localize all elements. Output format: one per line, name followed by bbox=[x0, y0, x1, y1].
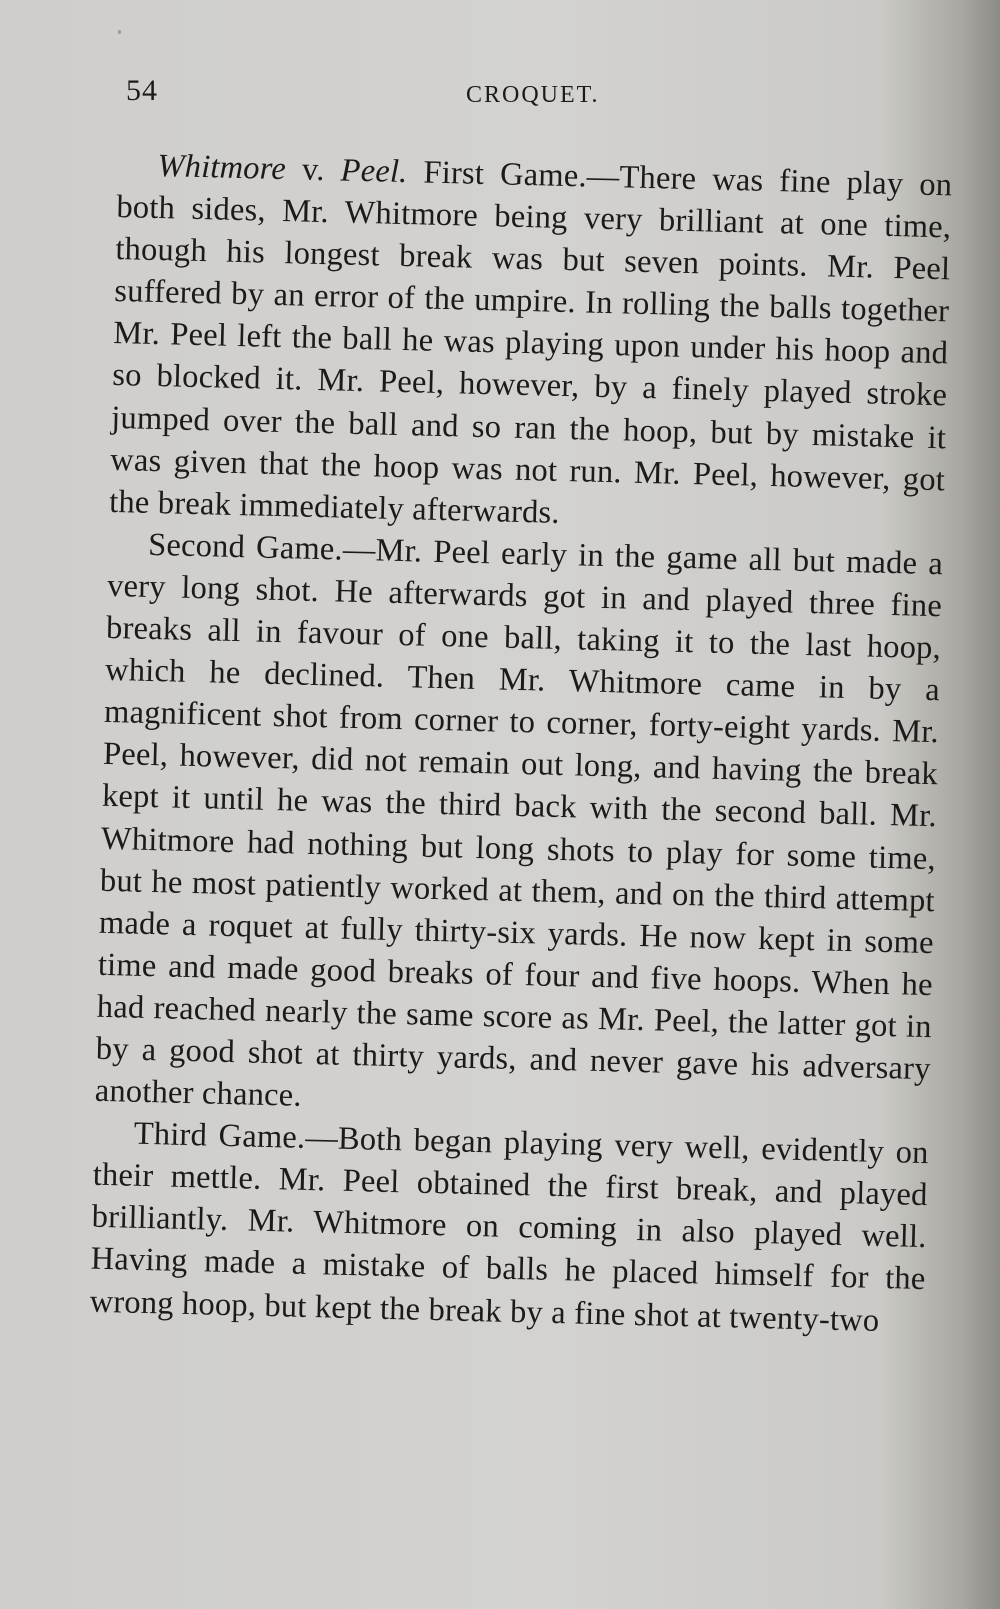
page-number: 54 bbox=[126, 74, 158, 107]
running-title: CROQUET. bbox=[466, 82, 600, 108]
paper-speck bbox=[118, 30, 121, 34]
paragraph-second-game: Second Game.—Mr. Peel early in the game all but made a very long shot. He afterwards got in and played three fine breaks all in favour of one ball, taking it to the last hoop, which he declined. Then Mr. Whitmore came in by a magnificent shot from corner to corner, forty-eight yards. Mr. Peel, however, did not remain out long, and having the break kept it until he was the third back with the second ball. Mr. Whitmore had nothing but long shots to play for some time, but he most patiently worked at them, and on the third attempt made a roquet at fully thirty-six yards. He now kept in some time and made good breaks of four and five hoops. When he had reached nearly the same score as Mr. Peel, the latter got in by a good shot at thirty yards, and never gave his adversary another chance. bbox=[94, 526, 944, 1114]
first-game-text: First Game.—There was fine play on both sides, Mr. Whitmore being very brilliant at one time, though his longest break was but seven points. Mr. Peel suffered by an error of the umpire. In rolling the balls together Mr. Peel left the ball he was playing upon under his hoop and so blocked it. Mr. Peel, however, by a finely played stroke jumped over the ball and so ran the hoop, but by mistake it was given that the hoop was not run. Mr. Peel, however, got the break immediately afterwards. bbox=[108, 154, 953, 531]
player-name-peel: Peel. bbox=[340, 152, 408, 191]
paragraph-first-game bbox=[109, 144, 953, 543]
body-text bbox=[89, 144, 953, 1343]
paragraph-third-game: Third Game.—Both began playing very well, evidently on their mettle. Mr. Peel obtained the first break, and played brilliantly. Mr. Whitmore on coming in also played well. Having made a mistake of balls he placed himself for the wrong hoop, but kept the break by a fine shot at twenty-two bbox=[89, 1115, 930, 1339]
versus-text: v. bbox=[285, 151, 342, 189]
player-name-whitmore: Whitmore bbox=[157, 147, 287, 188]
